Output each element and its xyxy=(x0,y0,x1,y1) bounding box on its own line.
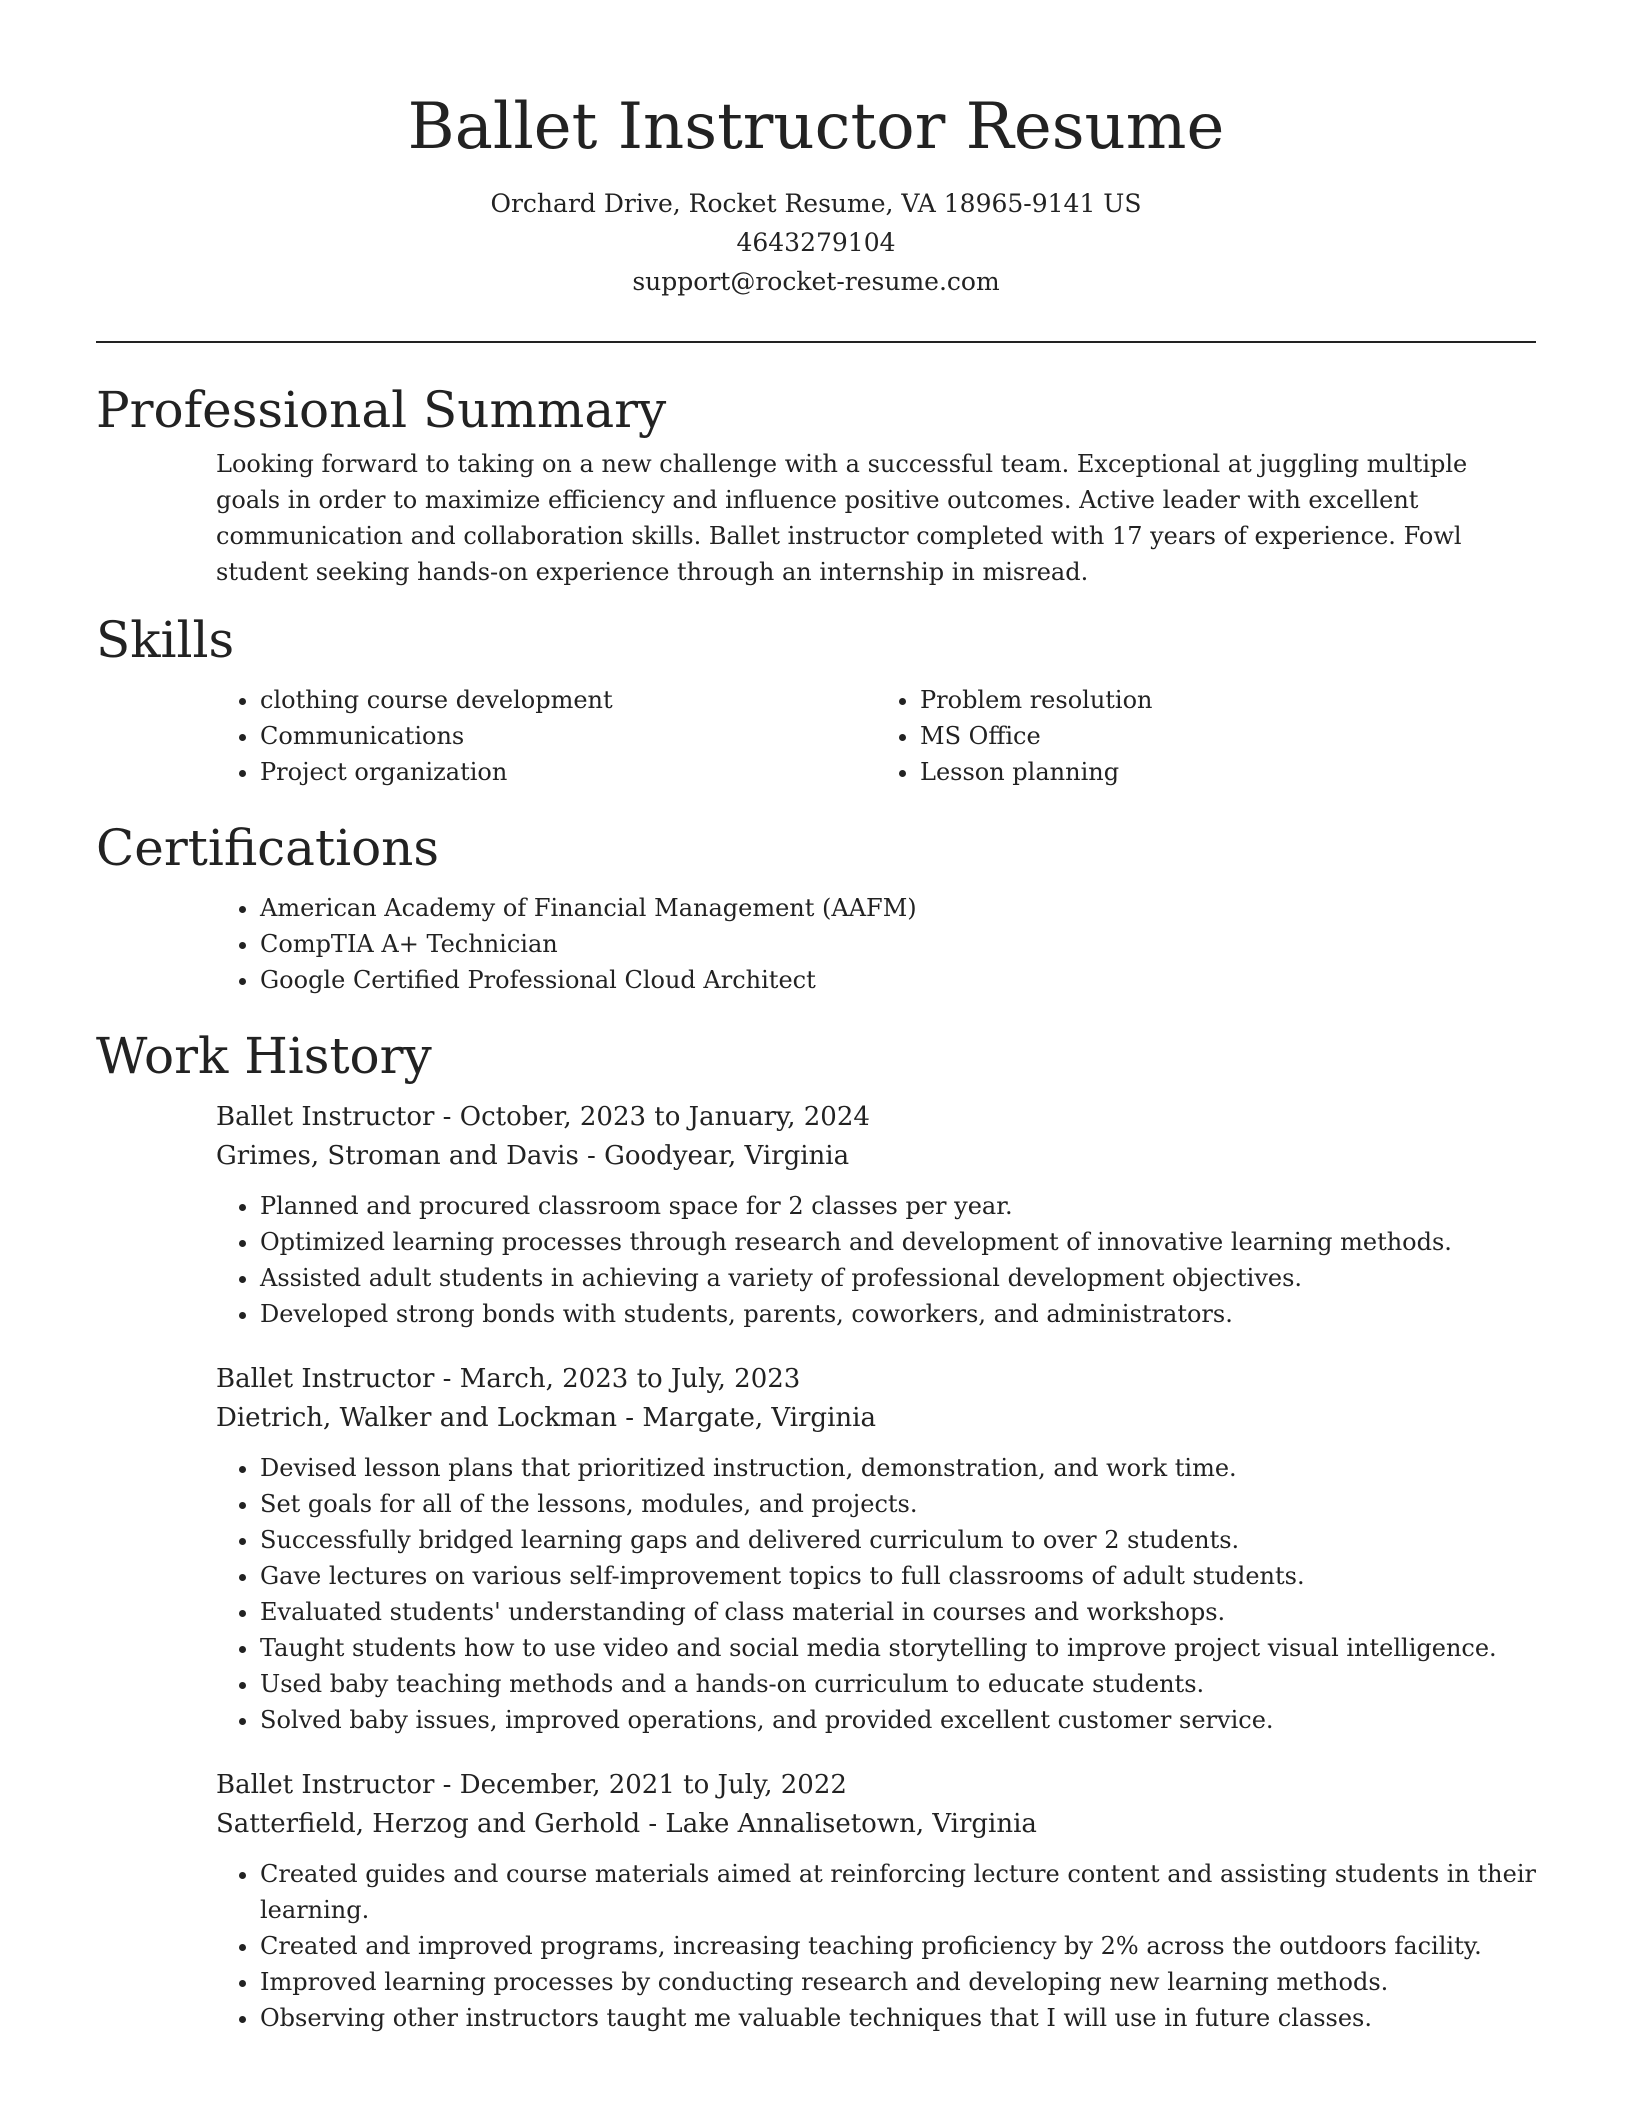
job-bullet: • Optimized learning processes through research and development of innovative learning methods. xyxy=(260,1224,1536,1260)
job-bullets xyxy=(216,1188,1536,1332)
job-company: Grimes, Stroman and Davis xyxy=(216,1141,579,1171)
skill-item: • Lesson planning xyxy=(920,754,1536,790)
job-bullet: • Evaluated students' understanding of class material in courses and workshops. xyxy=(260,1594,1536,1630)
work-history-heading: Work History xyxy=(96,1027,432,1085)
job-bullet: • Used baby teaching methods and a hands-on curriculum to educate students. xyxy=(260,1666,1536,1702)
skills-section xyxy=(96,608,1536,790)
job-title-line: Ballet Instructor - October, 2023 to January, 2024 xyxy=(216,1102,870,1132)
contact-phone: 4643279104 xyxy=(736,228,896,257)
resume-header xyxy=(0,0,1632,301)
job-bullet: • Devised lesson plans that prioritized instruction, demonstration, and work time. xyxy=(260,1450,1536,1486)
job-bullet: • Taught students how to use video and social media storytelling to improve project visual intelligence. xyxy=(260,1630,1536,1666)
job-company: Dietrich, Walker and Lockman xyxy=(216,1403,617,1433)
skill-item: • Problem resolution xyxy=(920,682,1536,718)
skill-item: • Project organization xyxy=(260,754,876,790)
certification-item: • CompTIA A+ Technician xyxy=(260,926,1536,962)
contact-email: support@rocket-resume.com xyxy=(632,267,1000,296)
job-bullet: • Successfully bridged learning gaps and delivered curriculum to over 2 students. xyxy=(260,1522,1536,1558)
job-dates: March, 2023 to July, 2023 xyxy=(459,1364,801,1394)
job-bullet: • Assisted adult students in achieving a variety of professional development objectives. xyxy=(260,1260,1536,1296)
job-location: Lake Annalisetown, Virginia xyxy=(665,1809,1037,1839)
job-company: Satterfield, Herzog and Gerhold xyxy=(216,1809,641,1839)
job-entry xyxy=(216,1098,1536,1332)
job-location: Margate, Virginia xyxy=(642,1403,876,1433)
job-bullet: • Planned and procured classroom space for 2 classes per year. xyxy=(260,1188,1536,1224)
skills-grid xyxy=(216,682,1536,790)
job-dates: October, 2023 to January, 2024 xyxy=(459,1102,870,1132)
resume-content xyxy=(96,378,1536,2036)
contact-address: Orchard Drive, Rocket Resume, VA 18965-9141 US xyxy=(490,189,1142,218)
job-bullet: • Created and improved programs, increasing teaching proficiency by 2% across the outdoors facility. xyxy=(260,1928,1536,1964)
job-bullets xyxy=(216,1450,1536,1738)
job-bullet: • Observing other instructors taught me valuable techniques that I will use in future classes. xyxy=(260,2000,1536,2036)
job-role: Ballet Instructor xyxy=(216,1364,435,1394)
certifications-list xyxy=(216,890,1536,998)
summary-section xyxy=(96,378,1536,590)
job-dates: December, 2021 to July, 2022 xyxy=(459,1770,847,1800)
job-entry xyxy=(216,1360,1536,1738)
job-bullet: • Developed strong bonds with students, parents, coworkers, and administrators. xyxy=(260,1296,1536,1332)
job-bullet: • Improved learning processes by conducting research and developing new learning methods. xyxy=(260,1964,1536,2000)
skills-list-right xyxy=(876,682,1536,790)
skill-item: • Communications xyxy=(260,718,876,754)
skill-item: • MS Office xyxy=(920,718,1536,754)
certifications-section xyxy=(96,816,1536,998)
certification-item: • Google Certified Professional Cloud Architect xyxy=(260,962,1536,998)
job-entry xyxy=(216,1766,1536,2036)
job-bullet: • Solved baby issues, improved operations, and provided excellent customer service. xyxy=(260,1702,1536,1738)
job-role: Ballet Instructor xyxy=(216,1102,435,1132)
job-bullet: • Gave lectures on various self-improvement topics to full classrooms of adult students. xyxy=(260,1558,1536,1594)
job-bullet: • Set goals for all of the lessons, modules, and projects. xyxy=(260,1486,1536,1522)
certifications-heading: Certifications xyxy=(96,819,440,877)
job-company-line: Grimes, Stroman and Davis - Goodyear, Virginia xyxy=(216,1141,850,1171)
job-company-line: Satterfield, Herzog and Gerhold - Lake Annalisetown, Virginia xyxy=(216,1809,1037,1839)
job-bullet: • Created guides and course materials aimed at reinforcing lecture content and assisting students in their learning. xyxy=(260,1856,1536,1928)
resume-title: Ballet Instructor Resume xyxy=(407,90,1225,164)
header-divider xyxy=(96,341,1536,343)
skills-heading: Skills xyxy=(96,611,235,669)
work-history-section xyxy=(96,1024,1536,2036)
skill-item: • clothing course development xyxy=(260,682,876,718)
summary-text: Looking forward to taking on a new challenge with a successful team. Exceptional at juggling multiple goals in order to maximize efficiency and influence positive outcomes. Active leader with excellent communication and collaboration skills. Ballet instructor completed with 17 years of experience. Fowl student seeking hands-on experience through an internship in misread. xyxy=(216,450,1468,586)
job-bullets xyxy=(216,1856,1536,2036)
skills-list-left xyxy=(216,682,876,790)
contact-block xyxy=(0,184,1632,301)
job-location: Goodyear, Virginia xyxy=(604,1141,850,1171)
job-role: Ballet Instructor xyxy=(216,1770,435,1800)
job-company-line: Dietrich, Walker and Lockman - Margate, Virginia xyxy=(216,1403,876,1433)
certification-item: • American Academy of Financial Management (AAFM) xyxy=(260,890,1536,926)
summary-heading: Professional Summary xyxy=(96,381,667,439)
job-title-line: Ballet Instructor - December, 2021 to July, 2022 xyxy=(216,1770,847,1800)
job-title-line: Ballet Instructor - March, 2023 to July, 2023 xyxy=(216,1364,801,1394)
